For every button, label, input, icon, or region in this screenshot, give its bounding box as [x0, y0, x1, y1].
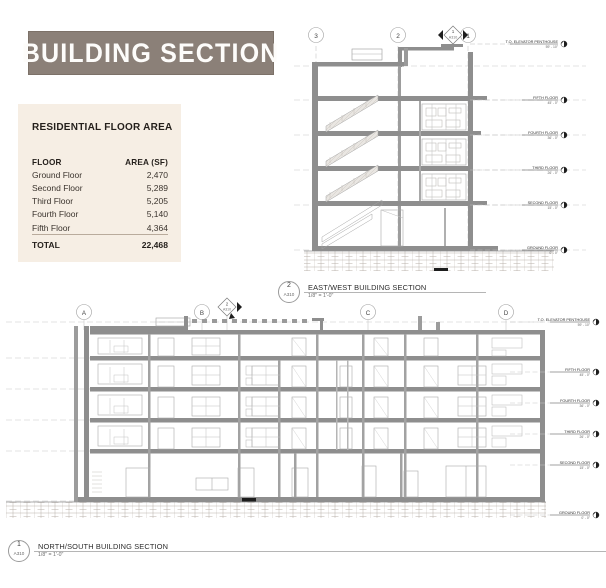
ground-floor-plan	[126, 466, 486, 497]
level-name: FOURTH FLOOR	[560, 399, 590, 403]
row-label: Fifth Floor	[32, 222, 71, 233]
svg-text:2: 2	[225, 301, 229, 307]
svg-text:A310: A310	[448, 35, 458, 40]
floor-area-table	[32, 156, 168, 252]
level-elevation: 36' - 0"	[547, 136, 558, 140]
section-cut-marker-icon	[218, 298, 242, 330]
level-elevation: 0' - 0"	[549, 251, 558, 255]
total-value: 22,468	[106, 235, 168, 252]
level-name: GROUND FLOOR	[558, 511, 590, 515]
unit-fixtures	[98, 338, 486, 449]
level-elevation: 59' - 10"	[577, 323, 590, 327]
row-label: Fourth Floor	[32, 209, 79, 220]
bath-fixtures	[110, 340, 128, 445]
detail-title: EAST/WEST BUILDING SECTION	[308, 283, 427, 292]
scale-bar	[434, 268, 448, 271]
detail-title: NORTH/SOUTH BUILDING SECTION	[38, 542, 169, 551]
door-swing-marks	[292, 338, 438, 449]
detail-sheet: A310	[283, 292, 295, 297]
level-head-icon	[593, 319, 599, 518]
svg-text:3: 3	[314, 33, 318, 40]
row-value: 5,205	[146, 196, 168, 207]
ground-hatch	[6, 502, 546, 518]
sheet-title-banner	[22, 31, 280, 75]
row-value: 2,470	[146, 169, 168, 180]
detail-scale: 1/8" = 1'-0"	[38, 552, 64, 558]
shaft-lines	[336, 360, 349, 450]
building-structure	[74, 316, 545, 502]
north-south-level-labels	[510, 296, 606, 536]
page-title: BUILDING SECTION	[22, 37, 280, 68]
north-south-section-drawing	[6, 296, 546, 536]
svg-text:1: 1	[466, 33, 470, 40]
column-header-area: AREA (SF)	[125, 157, 168, 167]
grid-bubble-2	[391, 28, 406, 43]
svg-text:D: D	[503, 310, 509, 317]
level-name: FIFTH FLOOR	[533, 96, 558, 100]
svg-text:2: 2	[396, 33, 400, 40]
level-elevation: 59' - 10"	[545, 45, 558, 49]
row-value: 5,140	[146, 209, 168, 220]
svg-text:A: A	[81, 310, 87, 317]
residential-floor-area-box	[18, 104, 181, 262]
ground-stair	[92, 472, 102, 492]
level-elevation: 15' - 0"	[547, 206, 558, 210]
grid-bubble-B	[195, 305, 210, 331]
detail-scale: 1/8" = 1'-0"	[308, 293, 334, 299]
level-name: SECOND FLOOR	[527, 201, 558, 205]
table-row	[32, 168, 168, 181]
level-name: FIFTH FLOOR	[565, 368, 590, 372]
table-row	[32, 221, 168, 235]
level-head-icon	[561, 41, 567, 253]
info-box-title: RESIDENTIAL FLOOR AREA	[32, 122, 173, 133]
table-header-row	[32, 156, 168, 168]
level-elevation: 0' - 0"	[581, 516, 590, 520]
grid-bubble-3	[309, 28, 324, 43]
total-label: TOTAL	[32, 235, 106, 252]
stair-runs	[322, 95, 382, 249]
grid-bubble-C	[361, 305, 376, 331]
column-header-floor: FLOOR	[32, 157, 62, 167]
level-name: SECOND FLOOR	[559, 461, 590, 465]
svg-text:1: 1	[451, 29, 455, 34]
table-row	[32, 208, 168, 221]
table-row	[32, 181, 168, 194]
level-elevation: 45' - 0"	[547, 101, 558, 105]
row-label: Ground Floor	[32, 169, 83, 180]
row-value: 5,289	[146, 182, 168, 193]
detail-number: 2	[287, 282, 291, 289]
svg-text:A310: A310	[223, 307, 231, 312]
level-name: T.O. ELEVATOR PENTHOUSE	[505, 40, 558, 44]
row-label: Third Floor	[32, 196, 74, 207]
row-label: Second Floor	[32, 182, 83, 193]
window-mullions	[192, 338, 486, 447]
level-name: GROUND FLOOR	[526, 246, 558, 250]
level-elevation: 15' - 0"	[579, 466, 590, 470]
roof-coping-dots	[192, 319, 307, 323]
level-elevation: 36' - 0"	[579, 404, 590, 408]
svg-text:C: C	[365, 310, 371, 317]
detail-sheet: A310	[13, 551, 25, 556]
scale-bar	[242, 498, 256, 502]
table-total-row	[32, 235, 168, 252]
level-elevation: 26' - 0"	[579, 435, 590, 439]
east-west-level-labels	[470, 22, 606, 277]
level-elevation: 26' - 0"	[547, 171, 558, 175]
kitchen-fixtures	[246, 338, 522, 447]
table-row	[32, 195, 168, 208]
level-name: FOURTH FLOOR	[528, 131, 558, 135]
level-name: THIRD FLOOR	[564, 430, 590, 434]
row-value: 4,364	[146, 222, 168, 233]
detail-number: 1	[17, 541, 21, 548]
level-elevation: 45' - 0"	[579, 373, 590, 377]
level-name: T.O. ELEVATOR PENTHOUSE	[537, 318, 590, 322]
level-name: THIRD FLOOR	[532, 166, 558, 170]
svg-text:B: B	[199, 310, 205, 317]
